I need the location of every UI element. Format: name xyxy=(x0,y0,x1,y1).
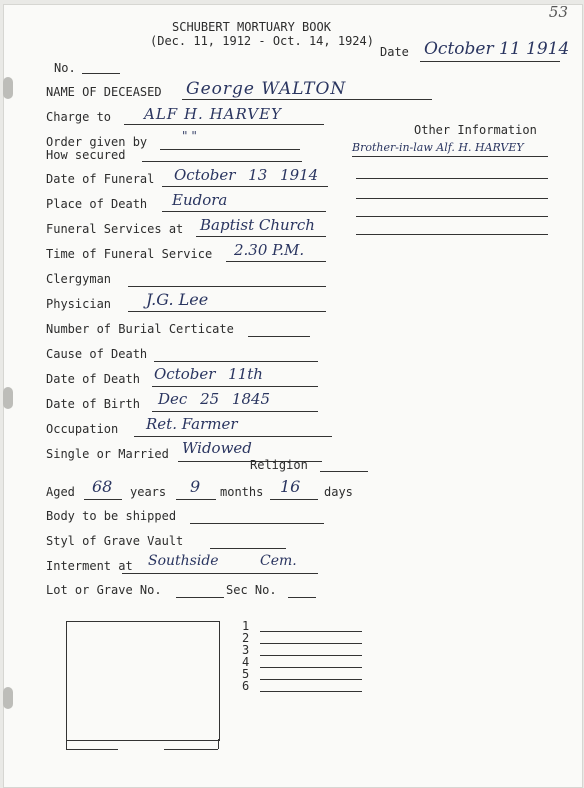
other-information-label: Other Information xyxy=(414,123,537,137)
binder-hole xyxy=(3,687,13,709)
date-of-birth-value: Dec 25 1845 xyxy=(158,390,271,408)
rule xyxy=(320,471,368,472)
rule xyxy=(260,631,362,632)
occupation-label: Occupation xyxy=(46,422,119,436)
services-at-label: Funeral Services at xyxy=(46,222,184,236)
rule xyxy=(82,73,120,74)
rule xyxy=(260,667,362,668)
book-date-range: (Dec. 11, 1912 - Oct. 14, 1924) xyxy=(150,34,374,48)
vault-label: Styl of Grave Vault xyxy=(46,534,184,548)
interment-label: Interment at xyxy=(46,559,133,573)
rule xyxy=(162,186,328,187)
rule xyxy=(152,386,318,387)
list-number: 4 xyxy=(242,655,250,669)
rule xyxy=(142,161,302,162)
charge-to-value: ALF H. HARVEY xyxy=(144,105,282,123)
days-label: days xyxy=(324,485,353,499)
page-number: 53 xyxy=(548,3,568,21)
record-date: October 11 1914 xyxy=(424,39,570,59)
rule xyxy=(356,216,548,217)
sec-no-label: Sec No. xyxy=(226,583,277,597)
funeral-date-label: Date of Funeral xyxy=(46,172,155,186)
rule xyxy=(66,739,67,749)
occupation-value: Ret. Farmer xyxy=(146,415,238,433)
age-years-value: 68 xyxy=(92,477,113,496)
rule xyxy=(260,655,362,656)
years-label: years xyxy=(130,485,167,499)
religion-label: Religion xyxy=(250,458,308,472)
deceased-name: George WALTON xyxy=(186,79,347,99)
rule xyxy=(248,336,310,337)
rule xyxy=(288,597,316,598)
service-time-label: Time of Funeral Service xyxy=(46,247,213,261)
shipped-label: Body to be shipped xyxy=(46,509,177,523)
cause-of-death-label: Cause of Death xyxy=(46,347,148,361)
rule xyxy=(356,178,548,179)
rule xyxy=(122,573,318,574)
date-label: Date xyxy=(380,45,409,59)
list-number: 5 xyxy=(242,667,250,681)
rule xyxy=(66,749,118,750)
rule xyxy=(176,597,224,598)
mortuary-record-page xyxy=(3,4,583,788)
rule xyxy=(124,124,324,125)
services-at-value: Baptist Church xyxy=(200,216,315,234)
burial-cert-label: Number of Burial Certicate xyxy=(46,322,234,336)
other-information-line: Brother-in-law Alf. H. HARVEY xyxy=(352,141,524,154)
interment-value: Southside xyxy=(148,553,219,569)
grave-diagram-box xyxy=(66,621,220,741)
rule xyxy=(182,99,432,100)
list-number: 1 xyxy=(242,619,250,633)
rule xyxy=(356,234,548,235)
rule xyxy=(210,548,286,549)
binder-hole xyxy=(3,77,13,99)
rule xyxy=(134,436,332,437)
marital-label: Single or Married xyxy=(46,447,169,461)
binder-hole xyxy=(3,387,13,409)
months-label: months xyxy=(220,485,264,499)
marital-value: Widowed xyxy=(182,439,252,457)
order-given-by-label: Order given by xyxy=(46,135,148,149)
no-label: No. xyxy=(54,61,76,75)
rule xyxy=(128,311,326,312)
date-of-birth-label: Date of Birth xyxy=(46,397,140,411)
list-number: 3 xyxy=(242,643,250,657)
rule xyxy=(260,643,362,644)
clergyman-label: Clergyman xyxy=(46,272,112,286)
interment-suffix: Cem. xyxy=(260,553,297,569)
rule xyxy=(356,198,548,199)
rule xyxy=(152,411,318,412)
how-secured-label: How secured xyxy=(46,148,126,162)
rule xyxy=(260,691,362,692)
age-days-value: 16 xyxy=(280,477,301,496)
service-time-value: 2.30 P.M. xyxy=(234,241,305,259)
rule xyxy=(196,236,326,237)
date-of-death-label: Date of Death xyxy=(46,372,140,386)
charge-to-label: Charge to xyxy=(46,110,112,124)
rule xyxy=(260,679,362,680)
rule xyxy=(190,523,324,524)
rule xyxy=(162,211,326,212)
physician-label: Physician xyxy=(46,297,112,311)
rule xyxy=(164,749,218,750)
list-number: 6 xyxy=(242,679,250,693)
rule xyxy=(154,361,318,362)
rule xyxy=(176,499,216,500)
lot-label: Lot or Grave No. xyxy=(46,583,162,597)
aged-label: Aged xyxy=(46,485,75,499)
rule xyxy=(128,286,326,287)
book-title: SCHUBERT MORTUARY BOOK xyxy=(172,20,331,34)
rule xyxy=(420,61,560,62)
funeral-date-value: October 13 1914 xyxy=(174,166,319,184)
rule xyxy=(352,156,548,157)
rule xyxy=(218,739,219,749)
deceased-label: NAME OF DECEASED xyxy=(46,85,162,99)
rule xyxy=(160,149,300,150)
order-given-by-value: " " xyxy=(182,129,197,143)
place-of-death-label: Place of Death xyxy=(46,197,148,211)
rule xyxy=(226,261,326,262)
age-months-value: 9 xyxy=(190,477,201,496)
rule xyxy=(270,499,318,500)
rule xyxy=(84,499,122,500)
date-of-death-value: October 11th xyxy=(154,365,263,383)
place-of-death-value: Eudora xyxy=(172,191,228,209)
list-number: 2 xyxy=(242,631,250,645)
physician-value: J.G. Lee xyxy=(146,290,209,309)
